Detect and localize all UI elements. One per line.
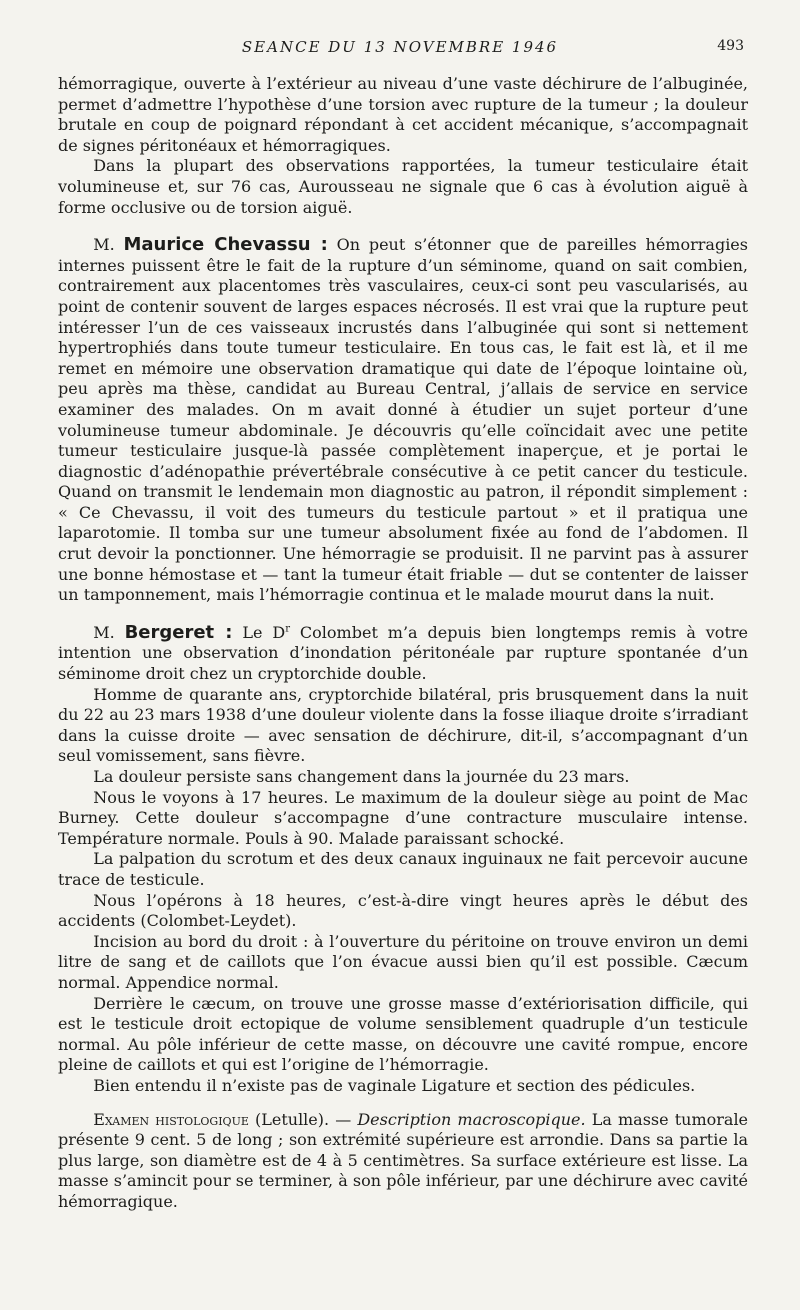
paragraph: Dans la plupart des observations rapportées, la tumeur testiculaire était volumineuse et, sur 76 cas, Aurousseau ne signale que 6 cas à évolution aiguë à forme occlusive ou de torsion aiguë. [58, 156, 748, 217]
intervention-text-start: Le D [242, 622, 286, 642]
speaker-name: Maurice Chevassu : [123, 234, 328, 256]
section-label: Examen histologique [93, 1109, 249, 1129]
paragraph-text: La masse tumorale présente 9 cent. 5 de long ; son extrémité supérieure est arrondie. Dans sa partie la plus large, son diamètre est de 4 à 5 centimètres. Sa surface extérieure est lisse. La masse s’amincit pour se terminer, à son pôle inférieur, par une déchirure avec cavité hémorragique. [58, 1109, 749, 1211]
paragraph: Incision au bord du droit : à l’ouverture du péritoine on trouve environ un demi litre de sang et de caillots que l’on évacue aussi bien qu’il est possible. Cæcum normal. Appendice normal. [58, 931, 748, 992]
italic-heading: Description macroscopique. [357, 1109, 586, 1129]
intervention-bergeret [58, 623, 748, 685]
intervention-text: On peut s’étonner que de pareilles hémorragies internes puissent être le fait de la rupture d’un séminome, quand on sait combien, contrairement aux placentomes très vasculaires, ceux-ci sont peu vascularisés, au point de contenir souvent de larges espaces nécrosés. Il est vrai que la rupture peut intéresser l’un de ces vaisseaux incrustés dans l’albuginée qui sont si nettement hypertrophiés dans toute tumeur testiculaire. En tous cas, le fait est là, et il me remet en mémoire une observation dramatique qui date de l’époque lointaine où, peu après ma thèse, candidat au Bureau Central, j’allais de service en service examiner des malades. On m avait donné à étudier un sujet porteur d’une volumineuse tumeur abdominale. Je découvris qu’elle coïncidait avec une petite tumeur testiculaire jusque-là passée complètement inaperçue, et je portai le diagnostic d’adénopathie prévertébrale consécutive à ce petit cancer du testicule. Quand on transmit le lendemain mon diagnostic au patron, il répondit simplement : « Ce Chevassu, il voit des tumeurs du testicule partout » et il pratiqua une laparotomie. Il tomba sur une tumeur absolument fixée au fond de l’abdomen. Il crut devoir la ponctionner. Une hémorragie se produisit. Il ne parvint pas à assurer une bonne hémostase et — tant la tumeur était friable — dut se contenter de laisser un tamponnement, mais l’hémorragie continua et le malade mourut dans la nuit. [58, 235, 748, 605]
paragraph: Homme de quarante ans, cryptorchide bilatéral, pris brusquement dans la nuit du 22 au 23 mars 1938 d’une douleur violente dans la fosse iliaque droite s’irradiant dans la cuisse droite — avec sensation de déchirure, dit-il, s’accompagnant d’un seul vomissement, sans fièvre. [58, 684, 748, 766]
intervention-text: Colombet m’a depuis bien longtemps remis à votre intention une observation d’inondation péritonéale par rupture spontanée d’un séminome droit chez un cryptorchide double. [58, 622, 748, 684]
paragraph-text: (Letulle). — [248, 1109, 358, 1129]
speaker-name: Bergeret : [124, 621, 233, 643]
speaker-prefix: M. [93, 235, 115, 255]
paragraph: La palpation du scrotum et des deux canaux inguinaux ne fait percevoir aucune trace de testicule. [58, 849, 748, 889]
paragraph: Bien entendu il n’existe pas de vaginale Ligature et section des pédicules. [93, 1075, 696, 1095]
paragraph: hémorragique, ouverte à l’extérieur au niveau d’une vaste déchirure de l’albuginée, permet d’admettre l’hypothèse d’une torsion avec rupture de la tumeur ; la douleur brutale en coup de poignard répondant à cet accident mécanique, s’accompagnait de signes péritonéaux et hémorragiques. [58, 74, 748, 155]
speaker-prefix: M. [93, 622, 115, 642]
body-text [58, 74, 748, 1212]
page-number: 493 [717, 38, 744, 54]
paragraph: Derrière le cæcum, on trouve une grosse masse d’extériorisation difficile, qui est le testicule droit ectopique de volume sensiblement quadruple d’un testicule normal. Au pôle inférieur de cette masse, on découvre une cavité rompue, encore pleine de caillots et qui est l’origine de l’hémorragie. [58, 993, 748, 1075]
paragraph: Nous le voyons à 17 heures. Le maximum de la douleur siège au point de Mac Burney. Cette douleur s’accompagne d’une contracture musculaire intense. Température normale. Pouls à 90. Malade paraissant schocké. [58, 787, 748, 848]
paragraph: La douleur persiste sans changement dans la journée du 23 mars. [93, 767, 630, 786]
paragraph: Nous l’opérons à 18 heures, c’est-à-dire vingt heures après le début des accidents (Colombet-Leydet). [58, 890, 748, 931]
running-header [0, 38, 800, 60]
histology-paragraph [58, 1110, 748, 1213]
superscript: r [285, 623, 291, 635]
running-title: SEANCE DU 13 NOVEMBRE 1946 [241, 38, 559, 56]
intervention-chevassu [58, 235, 748, 606]
